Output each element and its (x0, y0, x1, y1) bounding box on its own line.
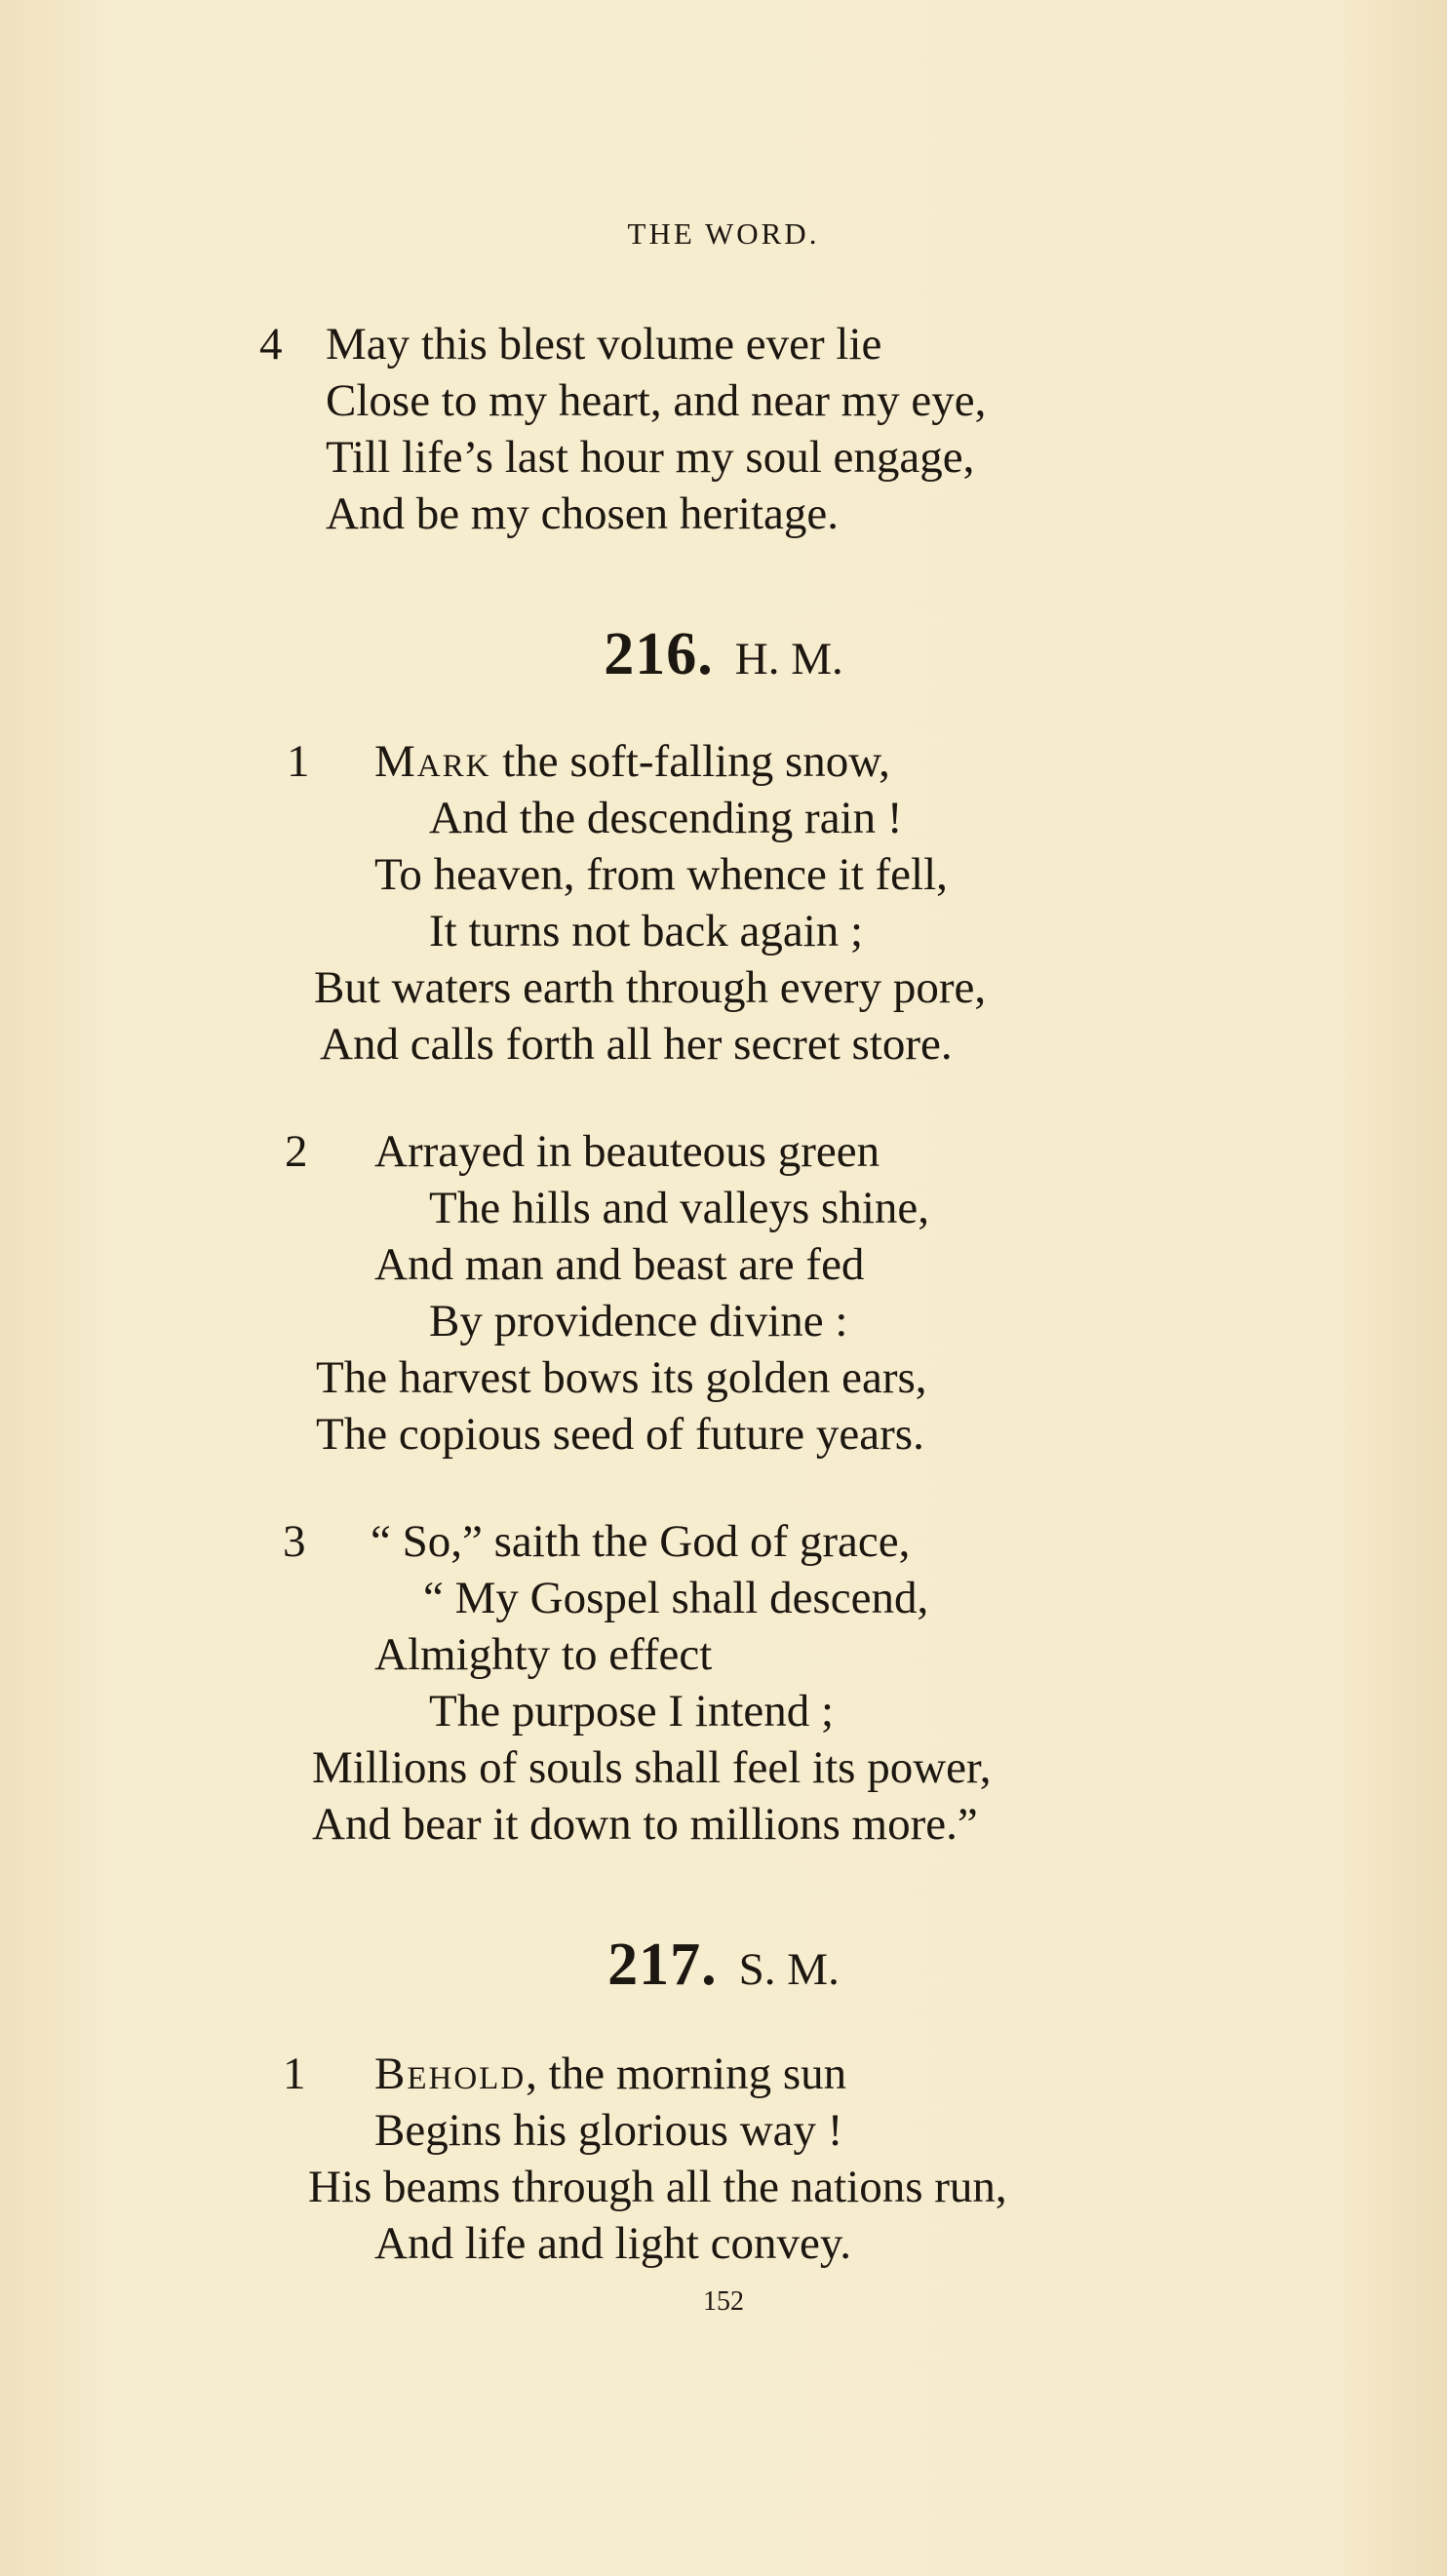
verse-line: And man and beast are fed (374, 1239, 865, 1290)
verse-number: 1 (287, 736, 310, 787)
verse-line: To heaven, from whence it fell, (374, 849, 948, 900)
verse-line: And bear it down to millions more.” (312, 1799, 978, 1850)
verse-number: 4 (259, 319, 283, 370)
verse-line: The copious seed of future years. (316, 1409, 924, 1460)
verse-line: The purpose I intend ; (429, 1686, 835, 1737)
verse-line (374, 733, 890, 790)
verse-line: And be my chosen heritage. (326, 488, 839, 539)
verse-line: “ My Gospel shall descend, (423, 1573, 929, 1623)
verse-line: Almighty to effect (374, 1629, 713, 1680)
verse-number: 2 (285, 1126, 308, 1177)
hymn-meter: S. M. (738, 1944, 840, 1995)
running-head: THE WORD. (627, 216, 820, 251)
verse-line: By providence divine : (429, 1296, 848, 1347)
verse-first-word: Behold (374, 2049, 527, 2099)
verse-line-rest: , the morning sun (526, 2049, 847, 2099)
verse-line: “ So,” saith the God of grace, (371, 1516, 911, 1567)
verse-number: 1 (283, 2049, 306, 2099)
verse-first-word: Mark (374, 736, 491, 787)
hymn-216-heading (0, 620, 1447, 689)
verse-line: And life and light convey. (374, 2218, 852, 2269)
hymn-217-heading (0, 1931, 1447, 2000)
verse-line: And the descending rain ! (429, 793, 903, 843)
page-number: 152 (703, 2286, 744, 2317)
verse-line: May this blest volume ever lie (326, 319, 882, 370)
verse-line: Close to my heart, and near my eye, (326, 375, 987, 426)
verse-line: Begins his glorious way ! (374, 2105, 843, 2156)
hymn-number: 217. (607, 1932, 718, 1998)
verse-line (374, 2046, 846, 2102)
verse-line: His beams through all the nations run, (308, 2162, 1007, 2212)
hymn-meter: H. M. (734, 634, 843, 684)
verse-line: But waters earth through every pore, (314, 962, 987, 1013)
verse-line: Arrayed in beauteous green (374, 1126, 880, 1177)
verse-line: The hills and valleys shine, (429, 1183, 929, 1233)
verse-line-rest: the soft-falling snow, (490, 736, 890, 787)
hymn-number: 216. (604, 621, 714, 687)
verse-line: Millions of souls shall feel its power, (312, 1742, 992, 1793)
verse-line: Till life’s last hour my soul engage, (326, 432, 975, 483)
verse-line: It turns not back again ; (429, 906, 864, 956)
verse-line: And calls forth all her secret store. (320, 1019, 953, 1070)
verse-line: The harvest bows its golden ears, (316, 1352, 927, 1403)
verse-number: 3 (283, 1516, 306, 1567)
